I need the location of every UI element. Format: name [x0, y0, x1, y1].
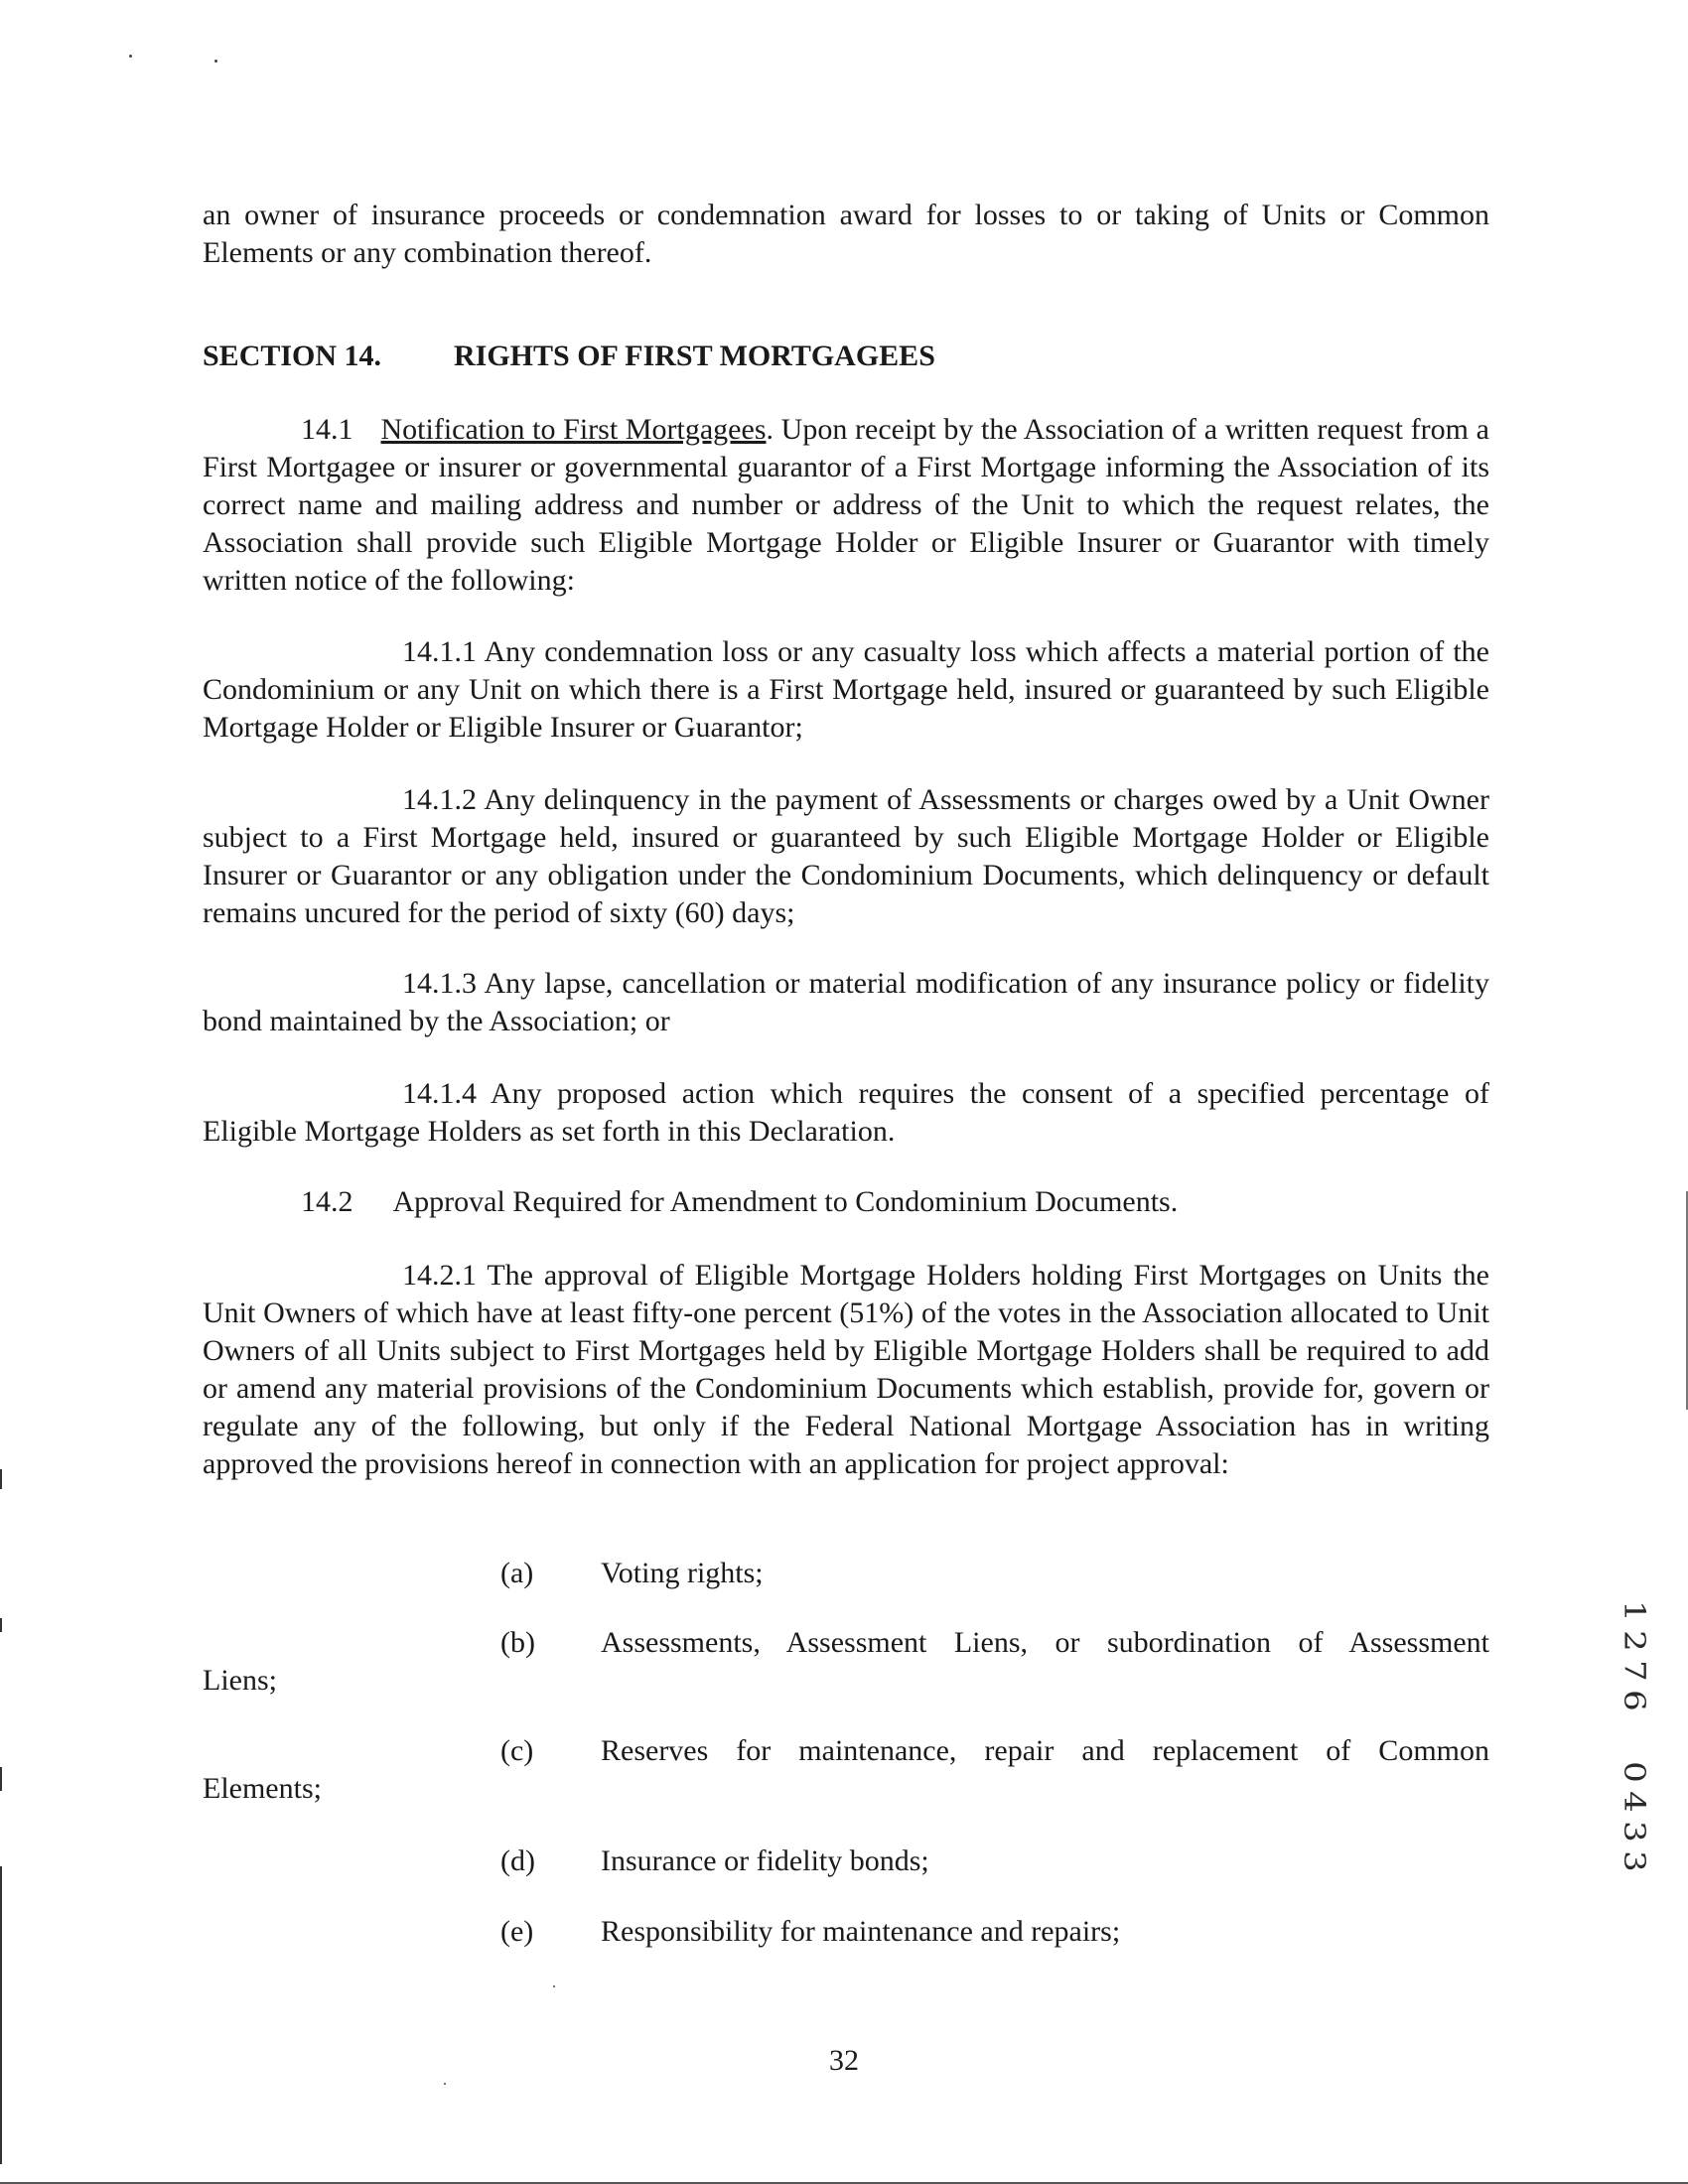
paragraph-text: . Upon receipt by the Association of a written request from a First Mortgagee or insurer or governmental guarantor of a First Mortgage informing the Association of its correct name and mailing address and number or address of the Unit to which the request relates, the Association shall provide such Eligible Mortgage Holder or Eligible Insurer or Guarantor with timely written notice of the following:	[203, 413, 1489, 597]
list-item-letter: (b)	[500, 1626, 535, 1659]
stamp-part-2	[1619, 1757, 1650, 1876]
list-item-text: Assessments, Assessment Liens, or subordination of Assessment	[601, 1626, 1489, 1659]
stamp-digit: 6	[1618, 1690, 1651, 1711]
scan-edge-mark	[0, 1469, 2, 1489]
stamp-digit: 3	[1618, 1821, 1651, 1843]
list-item-letter: (e)	[500, 1915, 534, 1948]
scan-edge-mark	[0, 1866, 2, 2164]
stamp-digit: 1	[1618, 1600, 1651, 1622]
scan-edge-mark	[0, 1618, 2, 1632]
list-item-text: Insurance or fidelity bonds;	[601, 1844, 929, 1877]
paragraph-number: 14.1	[301, 413, 353, 446]
paragraph-14-1-2: 14.1.2 Any delinquency in the payment of Assessments or charges owed by a Unit Owner subject to a First Mortgage held, insured or guaranteed by such Eligible Mortgage Holder or Eligible Insurer or Guarantor or any obligation under the Condominium Documents, which delinquency or default remains uncured for the period of sixty (60) days;	[203, 783, 1489, 929]
paragraph-14-1	[203, 411, 1489, 600]
scan-speck	[444, 2083, 446, 2085]
stamp-digit: 4	[1618, 1791, 1651, 1813]
paragraph-14-2	[301, 1183, 1178, 1221]
scan-speck	[553, 1985, 555, 1987]
paragraph-text: Approval Required for Amendment to Condominium Documents.	[392, 1185, 1179, 1218]
stamp-digit: 2	[1618, 1630, 1651, 1652]
list-item-continuation: Elements;	[203, 1772, 322, 1805]
recording-stamp	[1619, 1596, 1650, 1876]
paragraph-14-2-1: 14.2.1 The approval of Eligible Mortgage Holders holding First Mortgages on Units the Unit Owners of which have at least fifty-one percent (51%) of the votes in the Association allocated to Unit Owners of all Units subject to First Mortgages held by Eligible Mortgage Holders shall be required to add or amend any material provisions of the Condominium Documents which establish, provide for, govern or regulate any of the following, but only if the Federal National Mortgage Association has in writing approved the provisions hereof in connection with an application for project approval:	[203, 1259, 1489, 1480]
paragraph-14-1-3: 14.1.3 Any lapse, cancellation or material modification of any insurance policy or fidelity bond maintained by the Association; or	[203, 967, 1489, 1037]
stamp-digit: 7	[1618, 1660, 1651, 1682]
paragraph-number: 14.2	[301, 1185, 353, 1218]
list-item-continuation: Liens;	[203, 1664, 277, 1697]
scan-speck	[214, 60, 217, 63]
section-title: RIGHTS OF FIRST MORTGAGEES	[454, 340, 935, 372]
list-item-text: Voting rights;	[601, 1557, 764, 1589]
paragraph-heading: Notification to First Mortgagees	[380, 413, 767, 446]
list-item-letter: (d)	[500, 1844, 535, 1877]
section-heading	[203, 338, 935, 375]
intro-paragraph: an owner of insurance proceeds or condemnation award for losses to or taking of Units or Common Elements or any combination thereof.	[203, 199, 1489, 269]
list-item-letter: (c)	[500, 1734, 534, 1767]
section-number: SECTION 14.	[203, 340, 382, 372]
paragraph-14-1-1: 14.1.1 Any condemnation loss or any casualty loss which affects a material portion of the Condominium or any Unit on which there is a First Mortgage held, insured or guaranteed by such Eligible Mortgage Holder or Eligible Insurer or Guarantor;	[203, 635, 1489, 744]
scan-speck	[129, 55, 132, 58]
stamp-digit: 3	[1618, 1850, 1651, 1872]
list-item-text: Reserves for maintenance, repair and replacement of Common	[601, 1734, 1489, 1767]
stamp-digit: 0	[1618, 1761, 1651, 1783]
scan-edge-mark	[0, 1767, 2, 1791]
page-number: 32	[829, 2044, 859, 2077]
list-item-letter: (a)	[500, 1557, 534, 1589]
stamp-part-1	[1619, 1596, 1650, 1715]
list-item-text: Responsibility for maintenance and repairs;	[601, 1915, 1121, 1948]
paragraph-14-1-4: 14.1.4 Any proposed action which requires the consent of a specified percentage of Eligible Mortgage Holders as set forth in this Declaration.	[203, 1077, 1489, 1148]
